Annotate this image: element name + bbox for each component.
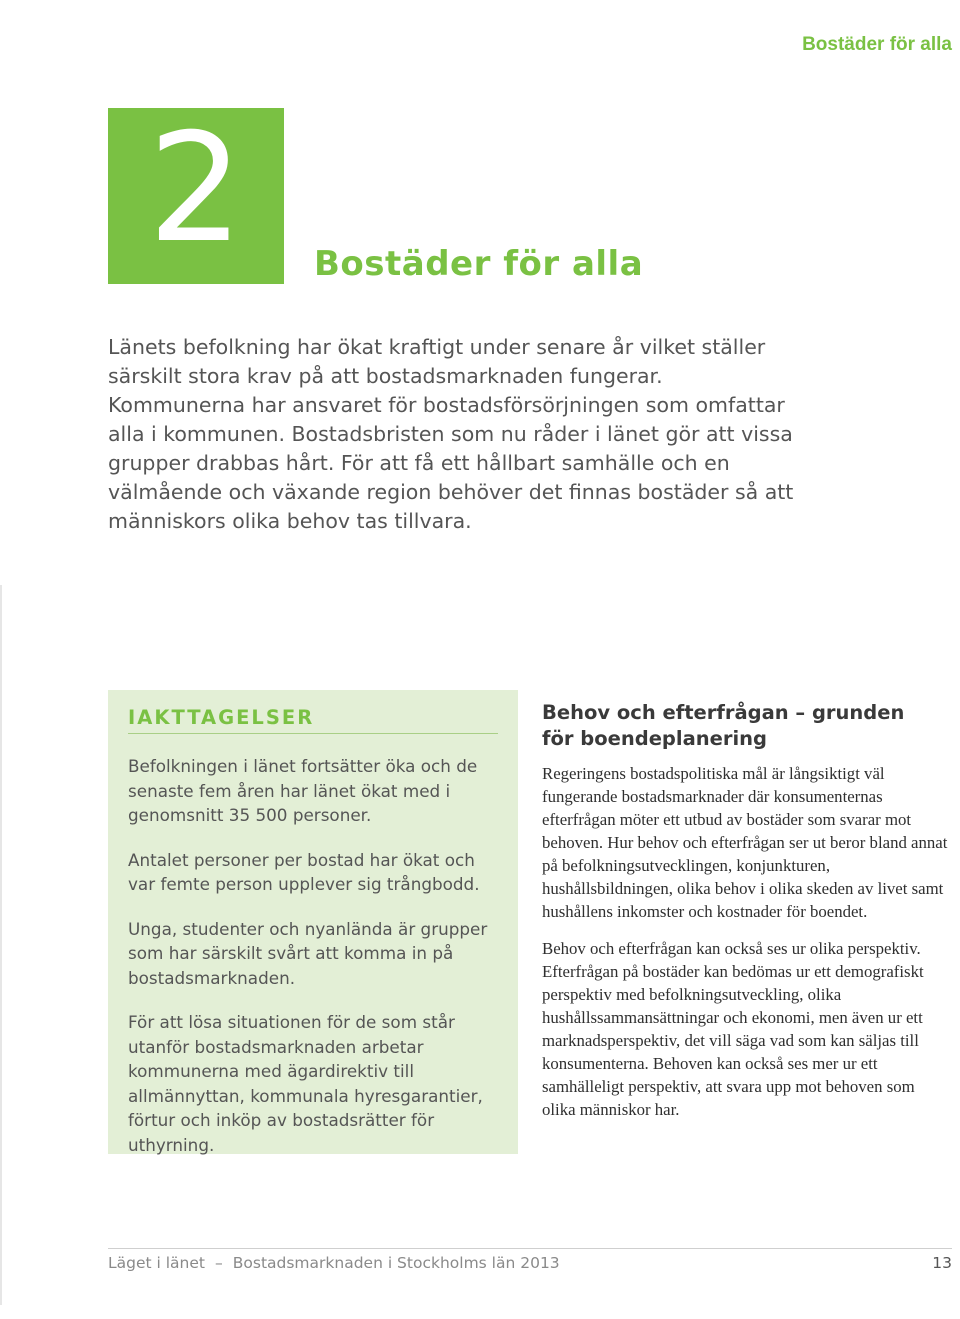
section-heading: Behov och efterfrågan – grunden för boendeplanering [542,701,905,750]
section-paragraph: Behov och efterfrågan kan också ses ur olika perspektiv. Efterfrågan på bostäder kan bedömas ur ett demografiskt perspektiv med befolkningsutveckling, olika hushållssammansättningar och ekonomi, men även ur ett marknadsperspektiv, det vill säga vad som kan säljas till konsumenterna. Behoven kan också ses mer ur ett samhälleligt perspektiv, att svara upp mot behoven som olika människor har. [542,939,924,1119]
footer-subtitle: Bostadsmarknaden i Stockholms län 2013 [232,1254,560,1272]
margin-rule [0,585,2,1305]
footer-rule [108,1248,952,1249]
facts-paragraph: Unga, studenter och nyanlända är grupper som har särskilt svårt att komma in på bostadsmarknaden. [128,918,488,988]
chapter-number-box [108,102,284,284]
section-paragraph: Regeringens bostadspolitiska mål är långsiktigt väl fungerande bostadsmarknader där konsumenternas efterfrågan möter ett utbud av bostäder som svarar mot behoven. Hur behov och efterfrågan ser ut beror bland annat på befolkningsutvecklingen, konjunkturen, hushållsbildningen, olika behov i olika skeden av livet samt hushållens inkomster och kostnader för boendet. [542,764,948,921]
running-header: Bostäder för alla [802,34,952,55]
facts-box [108,690,518,1154]
chapter-ingress: Länets befolkning har ökat kraftigt under senare år vilket ställer särskilt stora krav på att bostadsmarknaden fungerar. Kommunerna har ansvaret för bostadsförsörjningen som omfattar alla i kommunen. Bostadsbristen som nu råder i länet gör att vissa grupper drabbas hårt. För att få ett hållbart samhälle och en välmående och växande region behöver det finnas bostäder så att människors olika behov tas tillvara. [108,335,794,533]
section-body [542,762,950,1135]
footer-publication-title: Läget i länet [108,1254,205,1272]
facts-paragraph: För att lösa situationen för de som står utanför bostadsmarknaden arbetar kommunerna med ägardirektiv till allmännyttan, kommunala hyresgarantier, förtur och inköp av bostadsrätter för uthyrning. [128,1012,483,1155]
footer-dash: – [215,1254,223,1272]
footer-publication [108,1254,560,1272]
facts-paragraph: Antalet personer per bostad har ökat och var femte person upplever sig trångbodd. [128,849,480,894]
facts-heading: IAKTTAGELSER [128,706,498,734]
chapter-number: 2 [148,102,240,276]
chapter-title: Bostäder för alla [314,244,644,284]
facts-paragraph: Befolkningen i länet fortsätter öka och de senaste fem åren har länet ökat med i genomsnitt 35 500 personer. [128,756,478,825]
page-number: 13 [932,1254,952,1272]
